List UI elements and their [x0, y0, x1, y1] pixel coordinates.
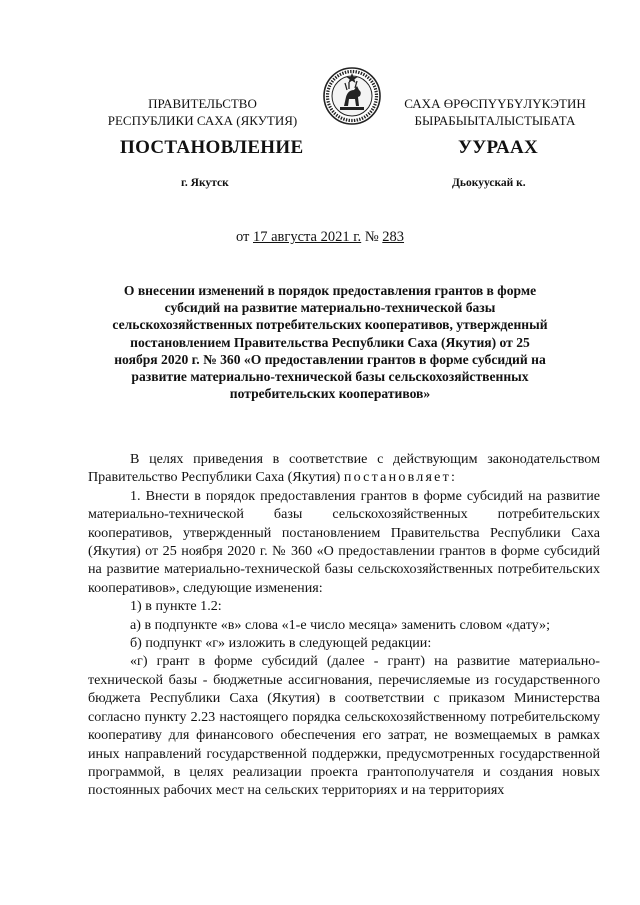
government-name-ru	[100, 95, 305, 129]
government-name-sakha	[385, 95, 605, 129]
government-name-ru-line1: ПРАВИТЕЛЬСТВО	[148, 96, 257, 111]
government-name-ru-line2: РЕСПУБЛИКИ САХА (ЯКУТИЯ)	[107, 113, 298, 128]
government-name-sakha-line1: САХА ӨРӨСПҮҮБҮЛҮКЭТИН	[404, 96, 586, 111]
number-sign: №	[364, 229, 379, 245]
body-paragraph-5: «г) грант в форме субсидий (далее - грант) на развитие материально-технической базы - бюджетные ассигнования, перечисляемые из государственного бюджета Республики Саха (Якутия) в соответствии с приказом Министерства согласно пункту 2.23 настоящего порядка сельскохозяйственному потребительскому кооперативу для финансового обеспечения его затрат, не возмещаемых в рамках иных направлений государственной поддержки, предусмотренных государственной программой, в целях реализации проекта грантополучателя и создания новых постоянных рабочих мест на сельских территориях и на территориях	[88, 653, 600, 799]
city-sakha: Дьокуускай к.	[452, 177, 526, 189]
doc-type-sakha: УУРААХ	[458, 137, 539, 158]
date-prefix: от	[235, 229, 250, 245]
body-intro-resolves: постановляет:	[343, 469, 458, 486]
body-intro	[88, 450, 600, 487]
body-paragraph-2: 1) в пункте 1.2:	[130, 598, 222, 615]
document-number: 283	[382, 229, 405, 245]
document-body	[88, 450, 600, 800]
government-name-sakha-line2: БЫРАБЫЫТАЛЫСТЫБАТА	[414, 113, 576, 128]
document-date: 17 августа 2021 г.	[253, 229, 362, 245]
body-paragraph-1: 1. Внести в порядок предоставления грантов в форме субсидий на развитие материально-технической базы сельскохозяйственных потребительских кооперативов, утвержденный постановлением Правительства Республики Саха (Якутия) от 25 ноября 2020 г. № 360 «О предоставлении грантов в форме субсидий на развитие материально-технической базы сельскохозяйственных потребительских кооперативов», следующие изменения:	[88, 487, 600, 596]
body-intro-text: В целях приведения в соответствие с действующим законодательством Правительство Республики Саха (Якутия)	[88, 451, 600, 486]
date-number-line	[0, 229, 640, 246]
city-ru: г. Якутск	[181, 177, 229, 189]
doc-type-ru: ПОСТАНОВЛЕНИЕ	[120, 137, 304, 158]
body-paragraph-4: б) подпункт «г» изложить в следующей редакции:	[130, 635, 432, 652]
coat-of-arms-emblem	[322, 66, 382, 126]
document-title: О внесении изменений в порядок предоставления грантов в форме субсидий на развитие материально-технической базы сельскохозяйственных потребительских кооперативов, утвержденный постановлением Правительства Республики Саха (Якутия) от 25 ноября 2020 г. № 360 «О предоставлении грантов в форме субсидий на развитие материально-технической базы сельскохозяйственных потребительских кооперативов»	[112, 283, 548, 402]
body-paragraph-3: а) в подпункте «в» слова «1-е число месяца» заменить словом «дату»;	[130, 616, 551, 633]
